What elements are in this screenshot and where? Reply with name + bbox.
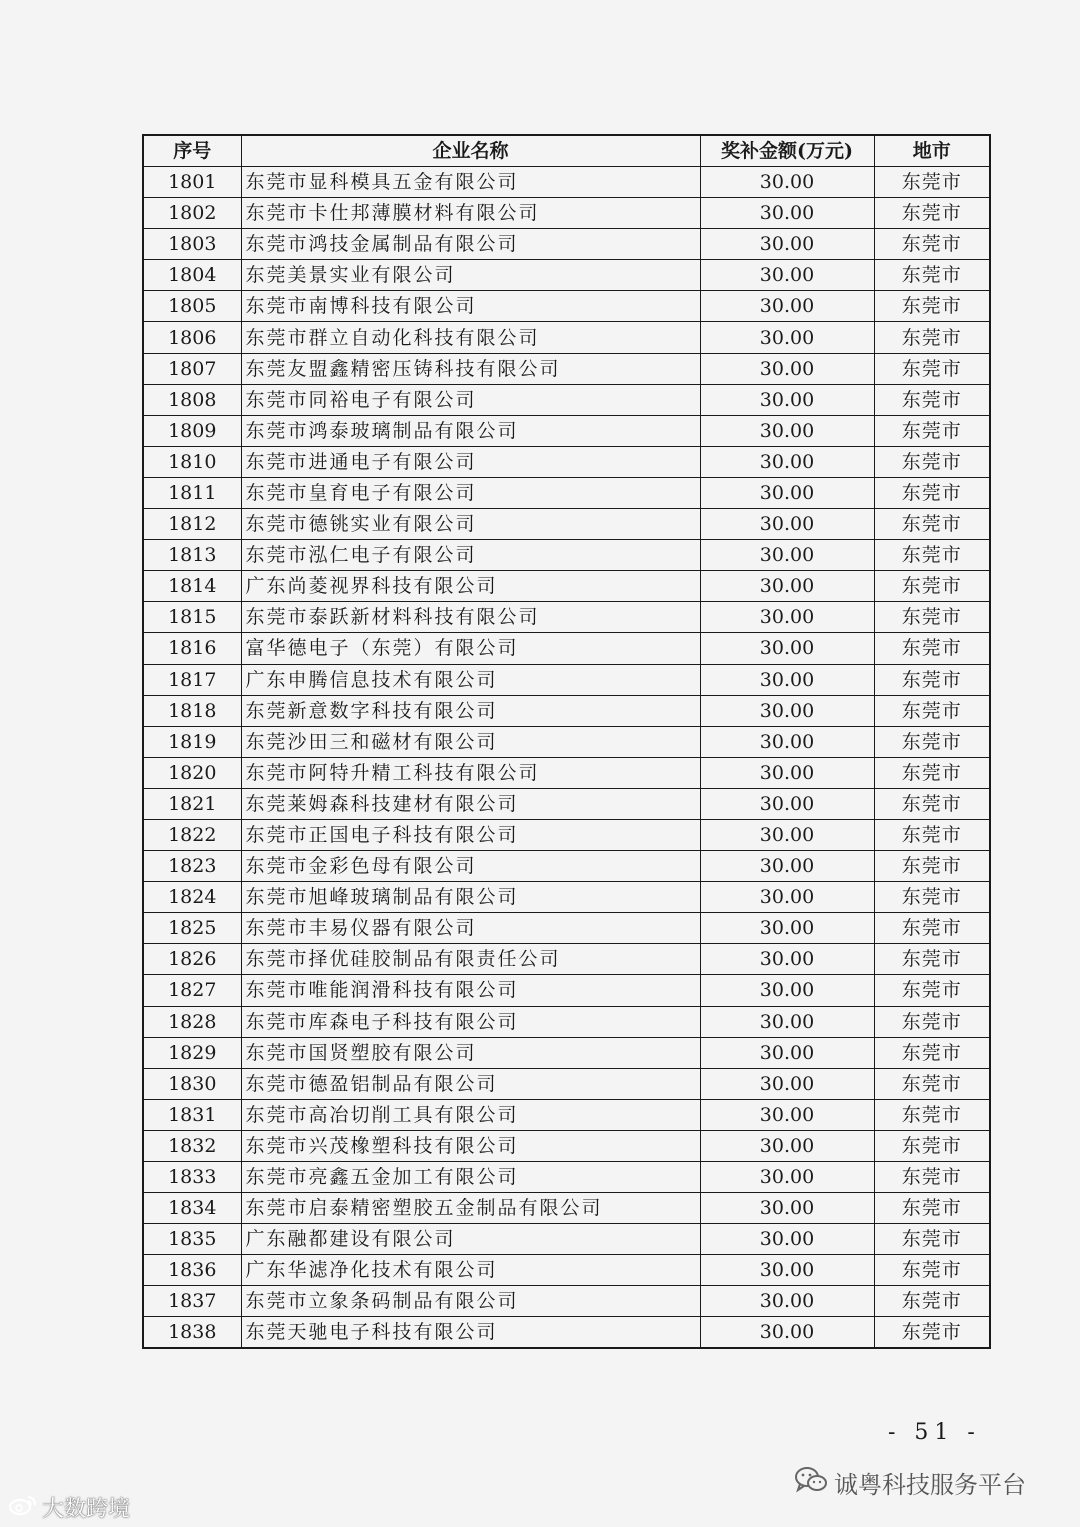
row-amount: 30.00: [700, 260, 874, 291]
row-amount: 30.00: [700, 975, 874, 1006]
row-seq: 1834: [143, 1193, 241, 1224]
row-company-name: 东莞市同裕电子有限公司: [241, 384, 700, 415]
row-company-name: 东莞友盟鑫精密压铸科技有限公司: [241, 353, 700, 384]
subsidy-table: [142, 134, 991, 1349]
row-seq: 1803: [143, 229, 241, 260]
row-seq: 1813: [143, 540, 241, 571]
table-row: [143, 633, 990, 664]
row-city: 东莞市: [874, 975, 990, 1006]
row-seq: 1819: [143, 726, 241, 757]
row-amount: 30.00: [700, 602, 874, 633]
table-row: [143, 384, 990, 415]
row-seq: 1830: [143, 1068, 241, 1099]
row-company-name: 东莞市国贤塑胶有限公司: [241, 1037, 700, 1068]
row-seq: 1812: [143, 509, 241, 540]
row-city: 东莞市: [874, 726, 990, 757]
row-city: 东莞市: [874, 1224, 990, 1255]
table-row: [143, 1286, 990, 1317]
weibo-icon: [8, 1494, 38, 1522]
row-city: 东莞市: [874, 415, 990, 446]
row-amount: 30.00: [700, 819, 874, 850]
row-city: 东莞市: [874, 1099, 990, 1130]
row-amount: 30.00: [700, 198, 874, 229]
row-amount: 30.00: [700, 633, 874, 664]
table-row: [143, 540, 990, 571]
table-row: [143, 1255, 990, 1286]
row-company-name: 东莞市进通电子有限公司: [241, 446, 700, 477]
table-row: [143, 353, 990, 384]
row-city: 东莞市: [874, 695, 990, 726]
table-row: [143, 695, 990, 726]
row-company-name: 东莞市择优硅胶制品有限责任公司: [241, 944, 700, 975]
row-amount: 30.00: [700, 851, 874, 882]
row-amount: 30.00: [700, 446, 874, 477]
row-amount: 30.00: [700, 1006, 874, 1037]
row-company-name: 东莞市鸿泰玻璃制品有限公司: [241, 415, 700, 446]
row-company-name: 东莞市兴茂橡塑科技有限公司: [241, 1130, 700, 1161]
row-city: 东莞市: [874, 1255, 990, 1286]
row-city: 东莞市: [874, 882, 990, 913]
row-amount: 30.00: [700, 695, 874, 726]
row-company-name: 东莞市德铫实业有限公司: [241, 509, 700, 540]
row-city: 东莞市: [874, 1037, 990, 1068]
row-city: 东莞市: [874, 509, 990, 540]
row-company-name: 广东华滤净化技术有限公司: [241, 1255, 700, 1286]
table-body: [143, 167, 990, 1349]
table-row: [143, 1099, 990, 1130]
row-city: 东莞市: [874, 477, 990, 508]
row-company-name: 东莞市泓仁电子有限公司: [241, 540, 700, 571]
row-seq: 1806: [143, 322, 241, 353]
table-row: [143, 1037, 990, 1068]
row-seq: 1815: [143, 602, 241, 633]
row-amount: 30.00: [700, 571, 874, 602]
table-row: [143, 602, 990, 633]
row-seq: 1807: [143, 353, 241, 384]
row-amount: 30.00: [700, 477, 874, 508]
header-amount: 奖补金额(万元): [700, 135, 874, 167]
row-amount: 30.00: [700, 167, 874, 198]
header-city: 地市: [874, 135, 990, 167]
row-seq: 1823: [143, 851, 241, 882]
table-row: [143, 198, 990, 229]
row-seq: 1821: [143, 788, 241, 819]
row-company-name: 东莞市唯能润滑科技有限公司: [241, 975, 700, 1006]
row-seq: 1826: [143, 944, 241, 975]
row-amount: 30.00: [700, 1224, 874, 1255]
row-city: 东莞市: [874, 1162, 990, 1193]
table-row: [143, 1162, 990, 1193]
row-seq: 1818: [143, 695, 241, 726]
row-city: 东莞市: [874, 913, 990, 944]
watermark-left-text: 大数跨境: [42, 1497, 131, 1522]
row-amount: 30.00: [700, 415, 874, 446]
row-amount: 30.00: [700, 353, 874, 384]
row-amount: 30.00: [700, 1193, 874, 1224]
table-row: [143, 322, 990, 353]
row-city: 东莞市: [874, 633, 990, 664]
table-row: [143, 229, 990, 260]
row-company-name: 东莞市库森电子科技有限公司: [241, 1006, 700, 1037]
row-city: 东莞市: [874, 353, 990, 384]
table-row: [143, 664, 990, 695]
row-company-name: 东莞市阿特升精工科技有限公司: [241, 757, 700, 788]
row-city: 东莞市: [874, 1286, 990, 1317]
table-row: [143, 477, 990, 508]
table-row: [143, 757, 990, 788]
row-amount: 30.00: [700, 322, 874, 353]
row-seq: 1833: [143, 1162, 241, 1193]
row-amount: 30.00: [700, 913, 874, 944]
row-city: 东莞市: [874, 167, 990, 198]
table-row: [143, 882, 990, 913]
row-seq: 1837: [143, 1286, 241, 1317]
row-city: 东莞市: [874, 260, 990, 291]
row-city: 东莞市: [874, 1317, 990, 1349]
watermark-right-text: 诚粤科技服务平台: [834, 1471, 1026, 1499]
row-seq: 1820: [143, 757, 241, 788]
row-company-name: 东莞市群立自动化科技有限公司: [241, 322, 700, 353]
watermark-right: [794, 1465, 1026, 1500]
row-company-name: 东莞市旭峰玻璃制品有限公司: [241, 882, 700, 913]
row-amount: 30.00: [700, 1286, 874, 1317]
row-amount: 30.00: [700, 944, 874, 975]
row-seq: 1824: [143, 882, 241, 913]
row-amount: 30.00: [700, 1068, 874, 1099]
row-amount: 30.00: [700, 509, 874, 540]
row-city: 东莞市: [874, 291, 990, 322]
row-seq: 1809: [143, 415, 241, 446]
row-seq: 1816: [143, 633, 241, 664]
row-seq: 1817: [143, 664, 241, 695]
row-city: 东莞市: [874, 851, 990, 882]
row-city: 东莞市: [874, 788, 990, 819]
row-city: 东莞市: [874, 819, 990, 850]
row-company-name: 东莞市卡仕邦薄膜材料有限公司: [241, 198, 700, 229]
table-row: [143, 260, 990, 291]
table-row: [143, 291, 990, 322]
row-seq: 1827: [143, 975, 241, 1006]
row-amount: 30.00: [700, 882, 874, 913]
row-city: 东莞市: [874, 540, 990, 571]
row-city: 东莞市: [874, 446, 990, 477]
row-company-name: 东莞市丰易仪器有限公司: [241, 913, 700, 944]
watermark-left: [8, 1492, 130, 1523]
table-row: [143, 726, 990, 757]
wechat-icon: [794, 1466, 828, 1500]
table-row: [143, 167, 990, 198]
row-city: 东莞市: [874, 1130, 990, 1161]
row-city: 东莞市: [874, 198, 990, 229]
row-city: 东莞市: [874, 1006, 990, 1037]
row-company-name: 东莞市显科模具五金有限公司: [241, 167, 700, 198]
row-city: 东莞市: [874, 664, 990, 695]
row-seq: 1808: [143, 384, 241, 415]
table-row: [143, 509, 990, 540]
row-company-name: 东莞市正国电子科技有限公司: [241, 819, 700, 850]
row-seq: 1831: [143, 1099, 241, 1130]
row-seq: 1805: [143, 291, 241, 322]
row-city: 东莞市: [874, 229, 990, 260]
row-amount: 30.00: [700, 726, 874, 757]
row-company-name: 东莞市鸿技金属制品有限公司: [241, 229, 700, 260]
table-row: [143, 415, 990, 446]
table-row: [143, 571, 990, 602]
row-city: 东莞市: [874, 944, 990, 975]
row-company-name: 富华德电子（东莞）有限公司: [241, 633, 700, 664]
row-company-name: 东莞市皇育电子有限公司: [241, 477, 700, 508]
table-row: [143, 1006, 990, 1037]
row-seq: 1832: [143, 1130, 241, 1161]
row-company-name: 东莞市启泰精密塑胶五金制品有限公司: [241, 1193, 700, 1224]
row-company-name: 广东融都建设有限公司: [241, 1224, 700, 1255]
table-row: [143, 446, 990, 477]
row-seq: 1829: [143, 1037, 241, 1068]
header-seq: 序号: [143, 135, 241, 167]
table-row: [143, 944, 990, 975]
row-seq: 1828: [143, 1006, 241, 1037]
row-seq: 1822: [143, 819, 241, 850]
row-city: 东莞市: [874, 571, 990, 602]
row-amount: 30.00: [700, 1317, 874, 1349]
table-row: [143, 851, 990, 882]
row-company-name: 东莞市南博科技有限公司: [241, 291, 700, 322]
row-city: 东莞市: [874, 322, 990, 353]
row-company-name: 东莞市立象条码制品有限公司: [241, 1286, 700, 1317]
row-company-name: 东莞莱姆森科技建材有限公司: [241, 788, 700, 819]
table-row: [143, 788, 990, 819]
row-amount: 30.00: [700, 229, 874, 260]
row-seq: 1825: [143, 913, 241, 944]
row-seq: 1804: [143, 260, 241, 291]
table-row: [143, 1130, 990, 1161]
header-company-name: 企业名称: [241, 135, 700, 167]
row-amount: 30.00: [700, 1130, 874, 1161]
row-seq: 1802: [143, 198, 241, 229]
row-company-name: 东莞市亮鑫五金加工有限公司: [241, 1162, 700, 1193]
table-row: [143, 1068, 990, 1099]
table-row: [143, 913, 990, 944]
row-company-name: 东莞市高冶切削工具有限公司: [241, 1099, 700, 1130]
table-row: [143, 819, 990, 850]
page-number: - 51 -: [888, 1420, 981, 1445]
row-company-name: 东莞天驰电子科技有限公司: [241, 1317, 700, 1349]
row-amount: 30.00: [700, 384, 874, 415]
table-row: [143, 1317, 990, 1349]
row-city: 东莞市: [874, 1068, 990, 1099]
row-amount: 30.00: [700, 1255, 874, 1286]
row-company-name: 东莞市泰跃新材料科技有限公司: [241, 602, 700, 633]
row-seq: 1810: [143, 446, 241, 477]
row-seq: 1836: [143, 1255, 241, 1286]
row-amount: 30.00: [700, 757, 874, 788]
row-city: 东莞市: [874, 384, 990, 415]
row-company-name: 广东尚菱视界科技有限公司: [241, 571, 700, 602]
row-amount: 30.00: [700, 1037, 874, 1068]
row-amount: 30.00: [700, 664, 874, 695]
row-city: 东莞市: [874, 1193, 990, 1224]
row-company-name: 东莞沙田三和磁材有限公司: [241, 726, 700, 757]
row-company-name: 东莞美景实业有限公司: [241, 260, 700, 291]
row-amount: 30.00: [700, 291, 874, 322]
table-row: [143, 1193, 990, 1224]
row-company-name: 广东申腾信息技术有限公司: [241, 664, 700, 695]
row-amount: 30.00: [700, 1099, 874, 1130]
row-seq: 1814: [143, 571, 241, 602]
row-company-name: 东莞新意数字科技有限公司: [241, 695, 700, 726]
table-row: [143, 975, 990, 1006]
row-company-name: 东莞市德盈铝制品有限公司: [241, 1068, 700, 1099]
row-city: 东莞市: [874, 602, 990, 633]
row-amount: 30.00: [700, 540, 874, 571]
row-company-name: 东莞市金彩色母有限公司: [241, 851, 700, 882]
row-seq: 1811: [143, 477, 241, 508]
table-row: [143, 1224, 990, 1255]
row-city: 东莞市: [874, 757, 990, 788]
row-seq: 1835: [143, 1224, 241, 1255]
table-header-row: [143, 135, 990, 167]
row-amount: 30.00: [700, 788, 874, 819]
row-amount: 30.00: [700, 1162, 874, 1193]
row-seq: 1838: [143, 1317, 241, 1349]
row-seq: 1801: [143, 167, 241, 198]
